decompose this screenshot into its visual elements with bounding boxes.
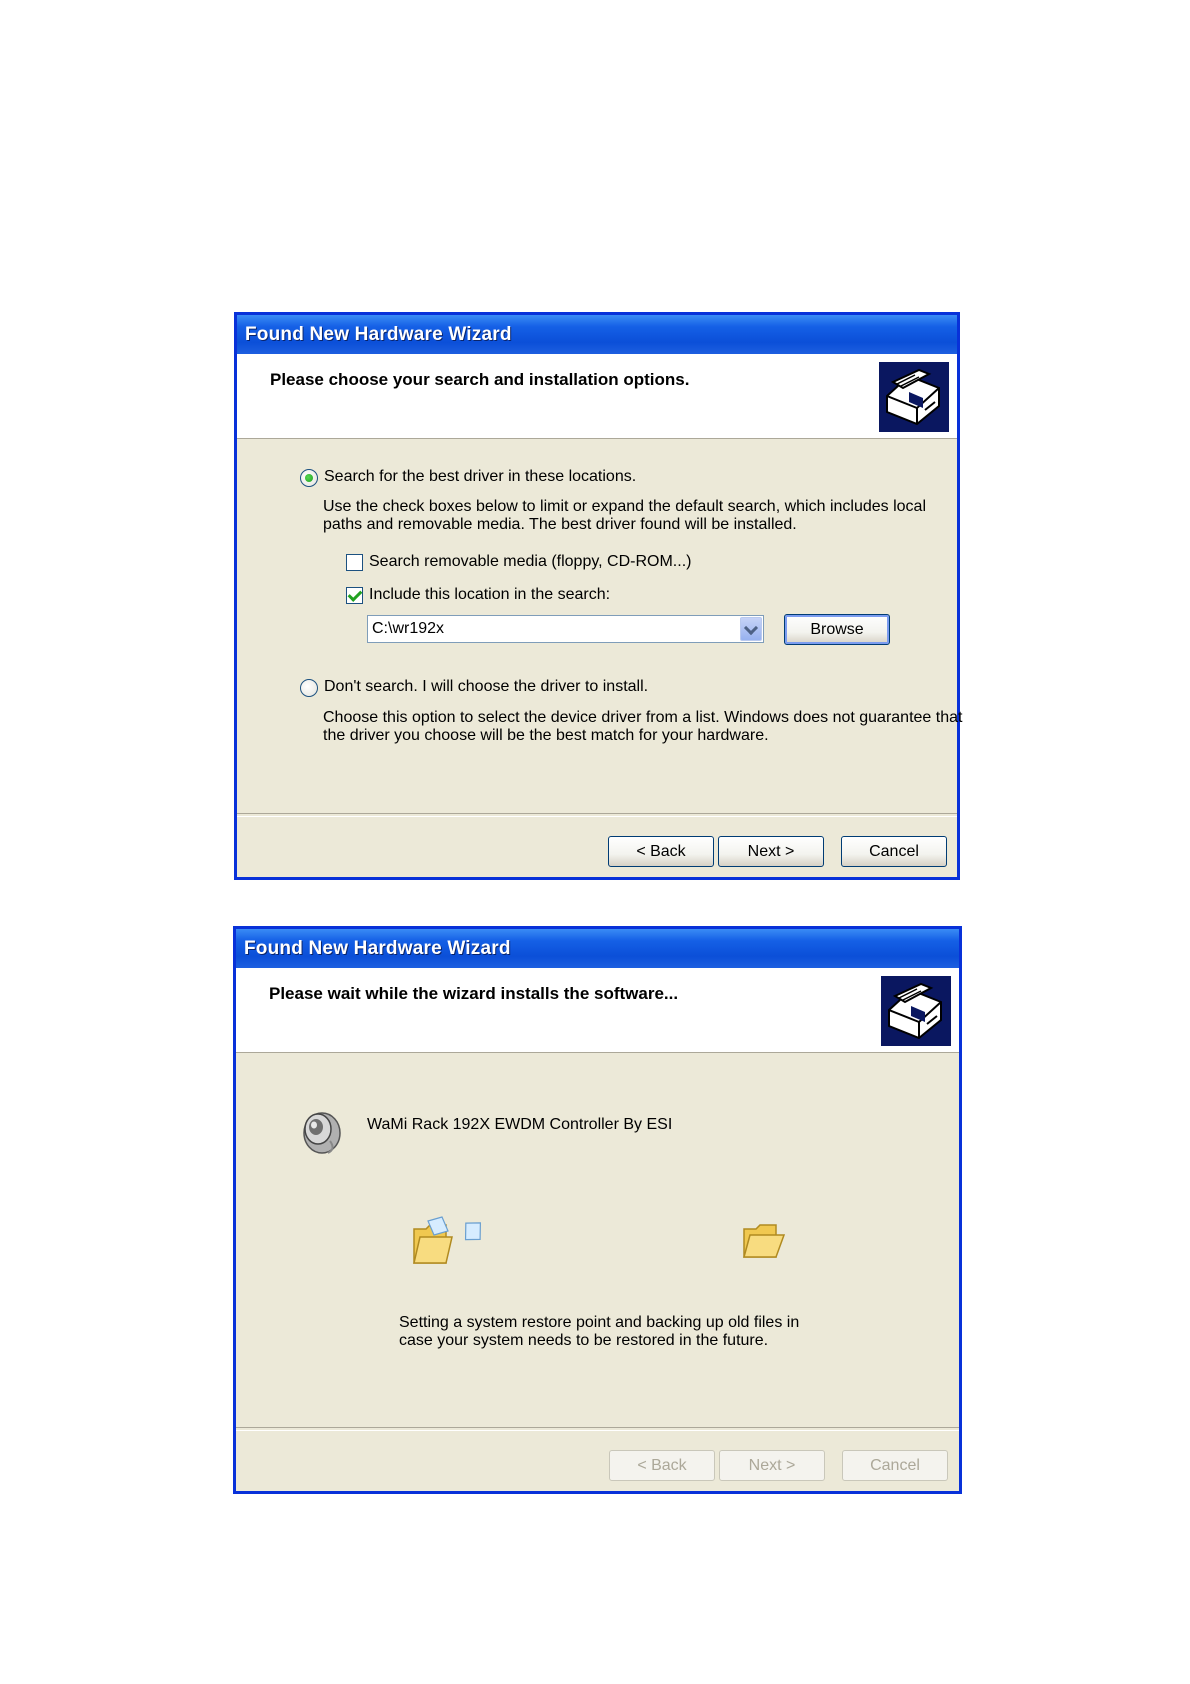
- search-option-label[interactable]: Search for the best driver in these locations.: [324, 468, 637, 485]
- cancel-button[interactable]: Cancel: [842, 1450, 948, 1481]
- status-line2: case your system needs to be restored in the future.: [399, 1332, 769, 1349]
- wizard-header: [237, 354, 957, 439]
- divider: [237, 813, 957, 817]
- divider: [236, 1427, 959, 1431]
- header-title: Please wait while the wizard installs the software...: [269, 984, 679, 1003]
- cancel-button[interactable]: Cancel: [841, 836, 947, 867]
- include-location-checkbox[interactable]: [346, 587, 363, 604]
- found-new-hardware-wizard-installing: [233, 926, 962, 1494]
- dont-search-option-label[interactable]: Don't search. I will choose the driver to install.: [324, 678, 649, 695]
- found-new-hardware-wizard-options: [234, 312, 963, 880]
- back-button[interactable]: < Back: [609, 1450, 715, 1481]
- folder-with-document-icon: [412, 1215, 488, 1267]
- header-title: Please choose your search and installation options.: [270, 370, 690, 389]
- back-button[interactable]: < Back: [608, 836, 714, 867]
- dont-search-description-line2: the driver you choose will be the best match for your hardware.: [323, 727, 769, 744]
- folder-icon: [742, 1221, 786, 1261]
- dont-search-option-radio[interactable]: [300, 679, 318, 697]
- chevron-down-icon[interactable]: [740, 617, 762, 641]
- include-location-label[interactable]: Include this location in the search:: [369, 586, 611, 603]
- next-button[interactable]: Next >: [718, 836, 824, 867]
- speaker-icon: [296, 1107, 344, 1155]
- wizard-header: [236, 968, 959, 1053]
- hardware-wizard-icon: [879, 362, 949, 432]
- hardware-wizard-icon: [881, 976, 951, 1046]
- window-title: Found New Hardware Wizard: [237, 315, 957, 354]
- next-button[interactable]: Next >: [719, 1450, 825, 1481]
- browse-button[interactable]: Browse: [784, 614, 890, 645]
- search-option-radio[interactable]: [300, 469, 318, 487]
- removable-media-label[interactable]: Search removable media (floppy, CD-ROM...): [369, 553, 692, 570]
- search-description-line2: paths and removable media. The best driver found will be installed.: [323, 516, 797, 533]
- window-title: Found New Hardware Wizard: [236, 929, 959, 968]
- removable-media-checkbox[interactable]: [346, 554, 363, 571]
- dont-search-description-line1: Choose this option to select the device driver from a list. Windows does not guarantee that: [323, 709, 963, 726]
- location-combobox[interactable]: [367, 615, 764, 643]
- status-line1: Setting a system restore point and backing up old files in: [399, 1314, 800, 1331]
- location-value: C:\wr192x: [372, 620, 445, 637]
- device-name: WaMi Rack 192X EWDM Controller By ESI: [367, 1116, 673, 1133]
- search-description-line1: Use the check boxes below to limit or expand the default search, which includes local: [323, 498, 926, 515]
